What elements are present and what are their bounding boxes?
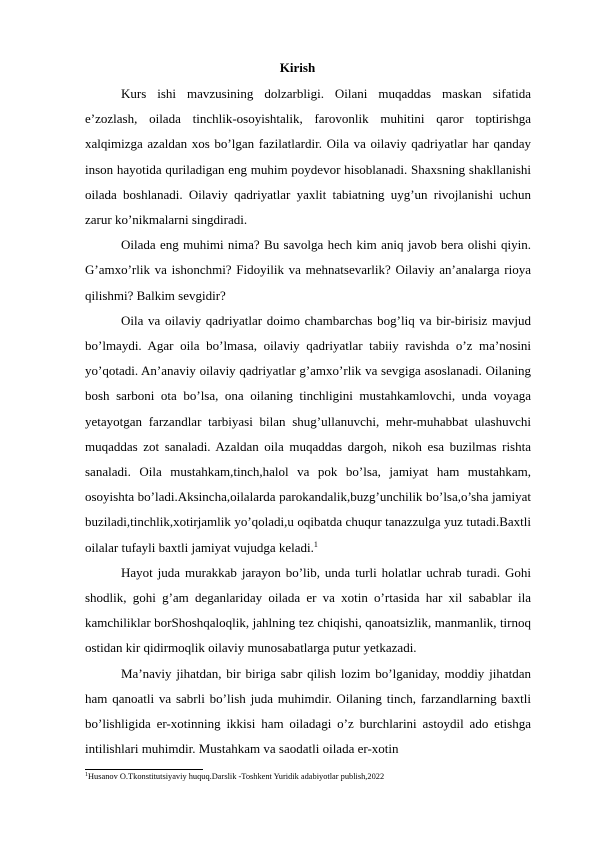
paragraph-text: Oila va oilaviy qadriyatlar doimo chambarchas bog’liq va bir-birisiz mavjud bo’lmaydi. Agar oila bo’lmasa, oilaviy qadriyatlar tabiiy ravishda o’z ma’nosini yo’qotadi. An’anaviy oilaviy qadriyatlar g’amxo’rlik va sevgiga asoslanadi. Oilaning bosh sarboni ota bo’lsa, ona oilaning tinchligini mustahkamlovchi, unda voyaga yetayotgan farzandlar tarbiyasi bilan shug’ullanuvchi, mehr-muhabbat ulashuvchi muqaddas zot sanaladi. Azaldan oila muqaddas dargoh, nikoh esa buzilmas rishta sanaladi. Oila mustahkam,tinch,halol va pok bo’lsa, jamiyat ham mustahkam, osoyishta bo’ladi.Aksincha,oilalarda parokandalik,buzg’unchilik bo’lsa,o’sha jamiyat buziladi,tinchlik,xotirjamlik yo’qoladi,u oqibatda chuqur tanazzulga yuz tutadi.Baxtli oilalar tufayli baxtli jamiyat vujudga keladi. (85, 312, 531, 555)
paragraph-text: Kurs ishi mavzusining dolzarbligi. Oilani muqaddas maskan sifatida e’zozlash, oilada tinchlik-osoyishtalik, farovonlik muhitini qaror toptirishga xalqimizga azaldan xos bo’lgan fazilatlardir. Oila va oilaviy qadriyatlar har qanday inson hayotida quriladigan eng muhim poydevor hisoblanadi. Shaxsning shakllanishi oilada boshlanadi. Oilaviy qadriyatlar yaxlit tabiatning uyg’un rivojlanishi uchun zarur ko’nikmalarni singdiradi. (85, 86, 531, 228)
footnote (85, 771, 545, 782)
footnote-separator (85, 769, 203, 770)
paragraph (85, 81, 531, 232)
paragraph-text: Ma’naviy jihatdan, bir biriga sabr qilish lozim bo’lganiday, moddiy jihatdan ham qanoatli va sabrli bo’lish juda muhimdir. Oilaning tinch, farzandlarning baxtli bo’lishligida er-xotinning ikkisi ham oiladagi o’z burchlarini astoydil ado etishga intilishlari muhimdir. Mustahkam va saodatli oilada er-xotin (85, 665, 531, 757)
paragraph (85, 661, 531, 762)
footnote-reference: 1 (313, 539, 318, 549)
paragraph (85, 232, 531, 308)
body-text (85, 81, 531, 761)
paragraph-text: Oilada eng muhimi nima? Bu savolga hech kim aniq javob bera olishi qiyin. G’amxo’rlik va ishonchmi? Fidoyilik va mehnatsevarlik? Oilaviy an’analarga rioya qilishmi? Balkim sevgidir? (85, 237, 531, 303)
paragraph (85, 308, 531, 560)
paragraph-text: Hayot juda murakkab jarayon bo’lib, unda turli holatlar uchrab turadi. Gohi shodlik, gohi g’am deganlariday oilada er va xotin o’rtasida har xil sabablar ila kamchiliklar borShoshqaloqlik, jahlning tez chiqishi, qanoatsizlik, manmanlik, tirnoq ostidan kir qidirmoqlik oilaviy munosabatlarga putur yetkazadi. (85, 564, 531, 656)
footnote-text: Husanov O.Tkonstitutsiyaviy huquq.Darslik -Toshkent Yuridik adabiyotlar publish,2022 (88, 772, 385, 781)
paragraph (85, 560, 531, 661)
section-title: Kirish (279, 60, 316, 75)
footnote-marker: 1 (85, 772, 88, 778)
